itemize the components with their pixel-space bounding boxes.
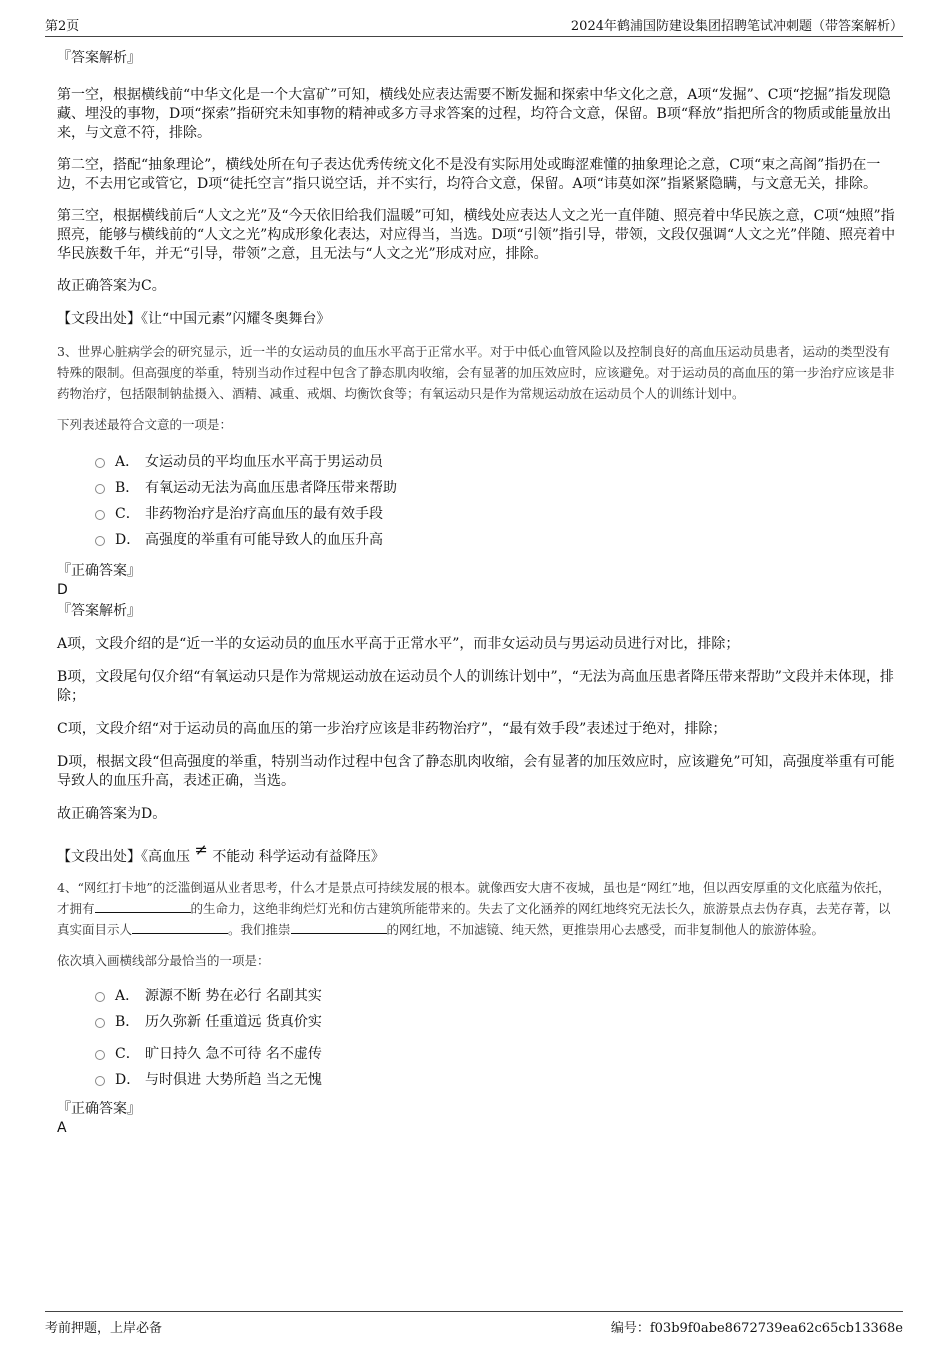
q4-option-a[interactable]: A． 源源不断 势在必行 名副其实 [95, 983, 902, 1009]
q4-option-b[interactable]: B． 历久弥新 任重道远 货真价实 [95, 1009, 902, 1035]
fill-blank-2 [132, 919, 228, 934]
radio-icon[interactable] [95, 1076, 105, 1086]
q4-prompt: 依次填入画横线部分最恰当的一项是： [57, 953, 270, 968]
q3-option-a[interactable]: A． 女运动员的平均血压水平高于男运动员 [95, 449, 902, 475]
footer-slogan: 考前押题，上岸必备 [45, 1321, 163, 1336]
radio-icon[interactable] [95, 1018, 105, 1028]
q2-analysis-para-3: 第三空，根据横线前后“人文之光”及“今天依旧给我们温暖”可知，横线处应表达人文之光一直伴随、照亮着中华民族之意，C项“烛照”指照亮，能够与横线前的“人文之光”构成形象化表达，对应得当，当选。D项“引领”指引导，带领，文段仅强调“人文之光”伴随、照亮着中华民族数千年，并无“引导，带领”之意，且无法与“人文之光”形成对应，排除。 [57, 208, 896, 262]
q3-answer: D [57, 582, 68, 598]
footer-document-id: 编号：f03b9f0abe8672739ea62c65cb13368e [610, 1321, 903, 1336]
q3-analysis-c: C项，文段介绍“对于运动员的高血压的第一步治疗应该是非药物治疗”，“最有效手段”表述过于绝对，排除； [57, 721, 727, 737]
q3-option-d[interactable]: D． 高强度的举重有可能导致人的血压升高 [95, 527, 902, 553]
q4-options [95, 983, 902, 1093]
q3-analysis-b: B项，文段尾句仅介绍“有氧运动只是作为常规运动放在运动员个人的训练计划中”，“无法为高血压患者降压带来帮助”文段并未体现，排除； [57, 669, 894, 704]
q3-stem: 3、世界心脏病学会的研究显示，近一半的女运动员的血压水平高于正常水平。对于中低心血管风险以及控制良好的高血压运动员患者，运动的类型没有特殊的限制。但高强度的举重，特别当动作过程中包含了静态肌肉收缩，会有显著的加压效应时，应该避免。对于运动员的高血压的第一步治疗应该是非药物治疗，包括限制钠盐摄入、酒精、减重、戒烟、均衡饮食等；有氧运动只是作为常规运动放在运动员个人的训练计划中。 [57, 344, 895, 401]
radio-icon[interactable] [95, 484, 105, 494]
q2-analysis-label: 『答案解析』 [57, 50, 141, 66]
radio-icon[interactable] [95, 510, 105, 520]
q3-conclusion: 故正确答案为D。 [57, 806, 167, 822]
not-equal-symbol: ≠ [194, 840, 208, 859]
document-title: 2024年鹤浦国防建设集团招聘笔试冲刺题（带答案解析） [570, 19, 903, 34]
page-number: 第2页 [45, 19, 80, 34]
q4-answer-label: 『正确答案』 [57, 1101, 141, 1117]
q2-conclusion: 故正确答案为C。 [57, 278, 166, 294]
q3-source: 【文段出处】《高血压 ≠ 不能动 科学运动有益降压》 [57, 840, 385, 865]
q3-analysis-label: 『答案解析』 [57, 603, 141, 619]
fill-blank-1 [95, 898, 191, 913]
q2-analysis-para-2: 第二空，搭配“抽象理论”，横线处所在句子表达优秀传统文化不是没有实际用处或晦涩难懂的抽象理论之意，C项“束之高阁”指扔在一边，不去用它或管它，D项“徒托空言”指只说空话，并不实行，均符合文意，保留。A项“讳莫如深”指紧紧隐瞒，与文意无关，排除。 [57, 157, 881, 192]
q4-stem: 4、“网红打卡地”的泛滥倒逼从业者思考，什么才是景点可持续发展的根本。就像西安大唐不夜城，虽也是“网红”地，但以西安厚重的文化底蕴为依托，才拥有 的生命力，这绝非绚烂灯光和仿古建筑所能带来的。失去了文化涵养的网红地终究无法长久，旅游景点去伪存真，去芜存菁，以真实面目示人 。我们推崇 的网红地，不加滤镜、纯天然，更推崇用心去感受，而非复制他人的旅游体验。 [57, 880, 891, 937]
radio-icon[interactable] [95, 992, 105, 1002]
q3-answer-label: 『正确答案』 [57, 563, 141, 579]
q3-prompt: 下列表述最符合文意的一项是： [57, 417, 233, 432]
q2-source: 【文段出处】《让“中国元素”闪耀冬奥舞台》 [57, 311, 331, 327]
radio-icon[interactable] [95, 1050, 105, 1060]
q3-option-b[interactable]: B． 有氧运动无法为高血压患者降压带来帮助 [95, 475, 902, 501]
page-content [57, 42, 902, 1137]
radio-icon[interactable] [95, 536, 105, 546]
page-footer [45, 1311, 903, 1336]
q3-options [95, 449, 902, 553]
q3-analysis-d: D项，根据文段“但高强度的举重，特别当动作过程中包含了静态肌肉收缩，会有显著的加压效应时，应该避免”可知，高强度举重有可能导致人的血压升高，表述正确，当选。 [57, 754, 895, 789]
q2-analysis-para-1: 第一空，根据横线前“中华文化是一个大富矿”可知，横线处应表达需要不断发掘和探索中华文化之意，A项“发掘”、C项“挖掘”指发现隐藏、埋没的事物，D项“探索”指研究未知事物的精神或多方寻求答案的过程，均符合文意，保留。B项“释放”指把所含的物质或能量放出来，与文意不符，排除。 [57, 87, 892, 141]
q4-option-c[interactable]: C． 旷日持久 急不可待 名不虚传 [95, 1041, 902, 1067]
page-header [45, 14, 903, 37]
q4-option-d[interactable]: D． 与时俱进 大势所趋 当之无愧 [95, 1067, 902, 1093]
q4-answer: A [57, 1120, 67, 1136]
fill-blank-3 [291, 919, 387, 934]
radio-icon[interactable] [95, 458, 105, 468]
q3-analysis-a: A项，文段介绍的是“近一半的女运动员的血压水平高于正常水平”，而非女运动员与男运动员进行对比，排除； [57, 636, 740, 652]
q3-option-c[interactable]: C． 非药物治疗是治疗高血压的最有效手段 [95, 501, 902, 527]
